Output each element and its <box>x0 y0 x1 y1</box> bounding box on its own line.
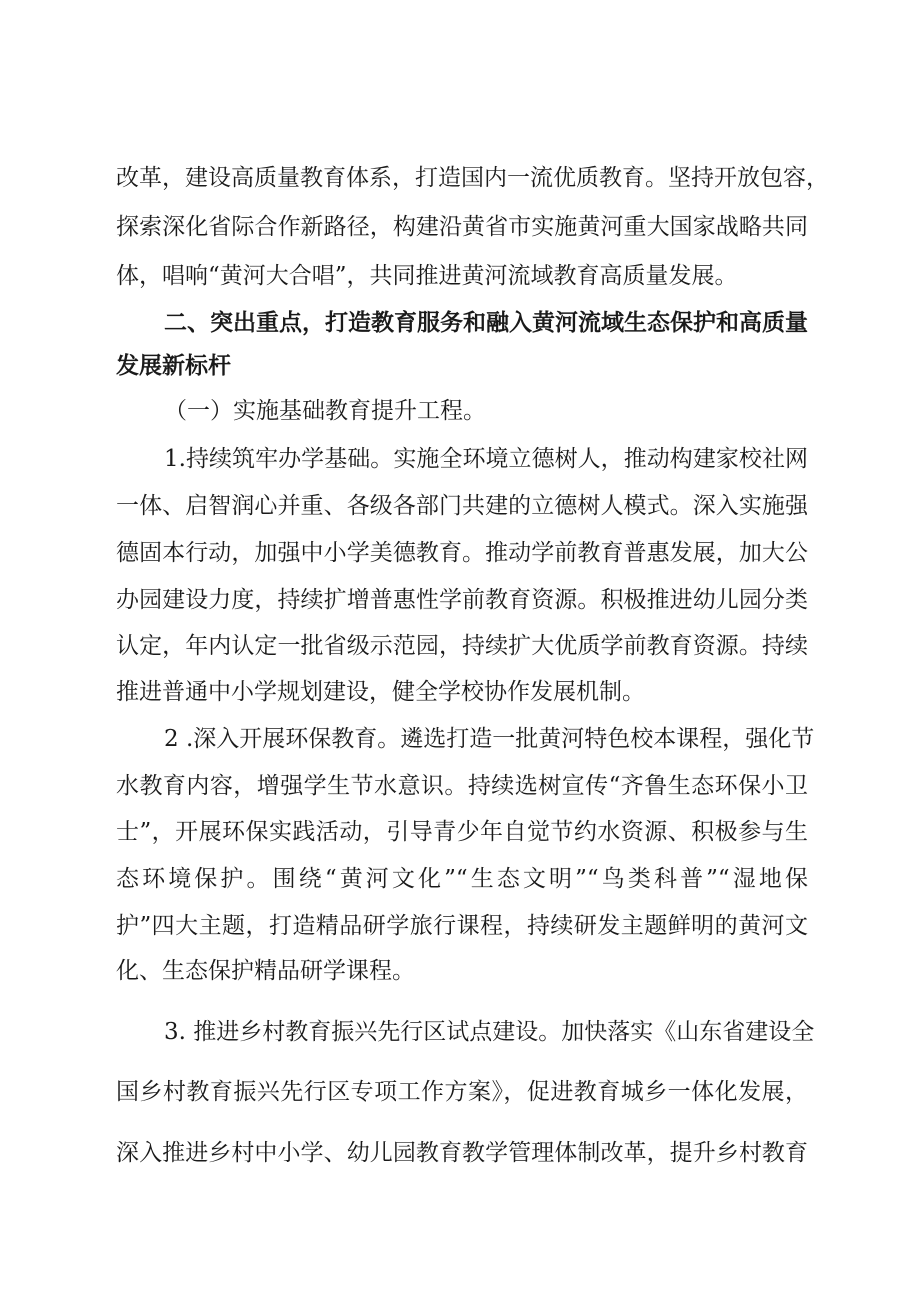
item-1-line: 德固本行动，加强中小学美德教育。推动学前教育普惠发展，加大公 <box>116 540 808 566</box>
item-1-line: 办园建设力度，持续扩增普惠性学前教育资源。积极推进幼儿园分类 <box>116 587 808 613</box>
item-3-line: 3. 推进乡村教育振兴先行区试点建设。加快落实《山东省建设全 <box>164 1019 815 1045</box>
item-1-line: 认定，年内认定一批省级示范园，持续扩大优质学前教育资源。持续 <box>116 633 808 659</box>
item-2-line: 化、生态保护精品研学课程。 <box>116 958 415 984</box>
section-heading: 二、突出重点，打造教育服务和融入黄河流域生态保护和高质量 <box>164 310 808 336</box>
item-2-line: 护”四大主题，打造精品研学旅行课程，持续研发主题鲜明的黄河文 <box>116 913 808 939</box>
item-2-line: 水教育内容，增强学生节水意识。持续选树宣传“齐鲁生态环保小卫 <box>116 773 808 799</box>
item-2-line: 士”，开展环保实践活动，引导青少年自觉节约水资源、积极参与生 <box>116 819 808 845</box>
paragraph-line: 探索深化省际合作新路径，构建沿黄省市实施黄河重大国家战略共同 <box>116 214 808 240</box>
item-2-line: 2 .深入开展环保教育。遴选打造一批黄河特色校本课程，强化节 <box>164 726 815 752</box>
item-2-line: 态环境保护。围绕“黄河文化”“生态文明”“鸟类科普”“湿地保 <box>116 866 808 892</box>
item-3-line: 国乡村教育振兴先行区专项工作方案》，促进教育城乡一体化发展， <box>116 1079 808 1105</box>
item-1-line: 一体、启智润心并重、各级各部门共建的立德树人模式。深入实施强 <box>116 493 808 519</box>
subsection-heading: （一）实施基础教育提升工程。 <box>164 398 486 424</box>
paragraph-line: 改革，建设高质量教育体系，打造国内一流优质教育。坚持开放包容， <box>116 165 829 191</box>
item-1-line: 推进普通中小学规划建设，健全学校协作发展机制。 <box>116 679 645 705</box>
item-1-line: 1.持续筑牢办学基础。实施全环境立德树人，推动构建家校社网 <box>164 446 808 472</box>
section-heading-continued: 发展新标杆 <box>116 353 231 379</box>
paragraph-line: 体，唱响“黄河大合唱”，共同推进黄河流域教育高质量发展。 <box>116 263 738 289</box>
item-3-line: 深入推进乡村中小学、幼儿园教育教学管理体制改革，提升乡村教育 <box>116 1140 808 1166</box>
